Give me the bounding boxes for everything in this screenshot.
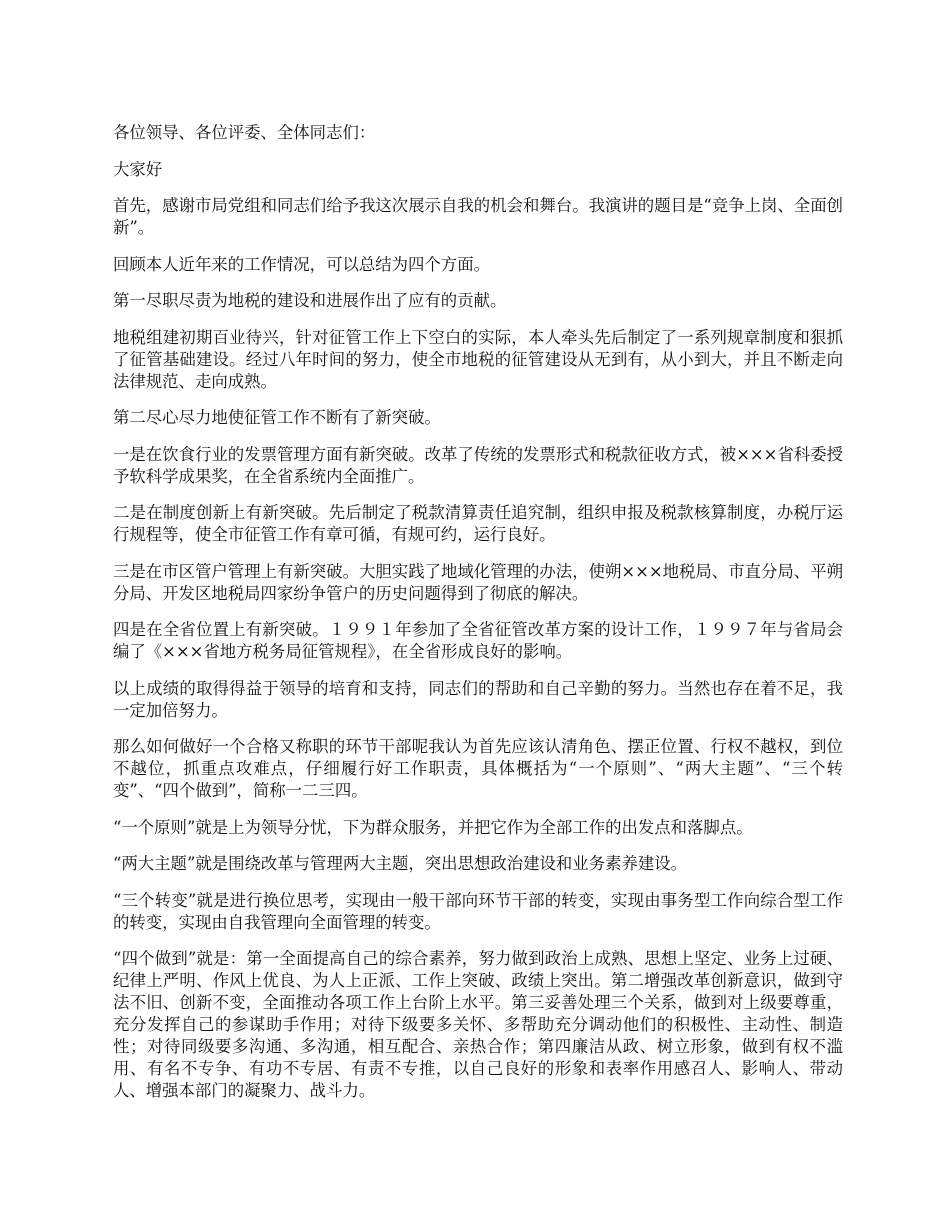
paragraph-four-achievements: “四个做到”就是：第一全面提高自己的综合素养，努力做到政治上成熟、思想上坚定、业务上过硬、纪律上严明、作风上优良、为人上正派、工作上突破、政绩上突出。第二增强改革创新意识，做到守法不旧、创新不变，全面推动各项工作上台阶上水平。第三妥善处理三个关系，做到对上级要尊重，充分发挥自己的参谋助手作用；对待下级要多关怀、多帮助充分调动他们的积极性、主动性、制造性；对待同级要多沟通、多沟通，相互配合、亲热合作；第四廉洁从政、树立形象，做到有权不滥用、有名不专争、有功不专居、有责不专推，以自己良好的形象和表率作用感召人、影响人、带动人、增强本部门的凝聚力、战斗力。 [113, 949, 843, 1100]
paragraph-one-principle: “一个原则”就是上为领导分忧，下为群众服务，并把它作为全部工作的出发点和落脚点。 [113, 817, 753, 837]
document-body [113, 122, 843, 1117]
paragraph-approach: 那么如何做好一个合格又称职的环节干部呢我认为首先应该认清角色、摆正位置、行权不越权，到位不越位，抓重点攻难点，仔细履行好工作职责，具体概括为“一个原则”、“两大主题”、“三个转变”、“四个做到”，简称一二三四。 [113, 737, 843, 800]
paragraph-first-detail: 地税组建初期百业待兴，针对征管工作上下空白的实际，本人牵头先后制定了一系列规章制度和狠抓了征管基础建设。经过八年时间的努力，使全市地税的征管建设从无到有，从小到大，并且不断走向法律规范、走向成熟。 [113, 327, 843, 391]
paragraph-three-changes: “三个转变”就是进行换位思考，实现由一般干部向环节干部的转变，实现由事务型工作向综合型工作的转变，实现由自我管理向全面管理的转变。 [113, 890, 843, 932]
paragraph-first-point: 第一尽职尽责为地税的建设和进展作出了应有的贡献。 [113, 291, 507, 310]
greeting: 大家好 [113, 159, 163, 179]
paragraph-second-point: 第二尽心尽力地使征管工作不断有了新突破。 [113, 408, 441, 427]
paragraph-breakthrough-3: 三是在市区管户管理上有新突破。大胆实践了地域化管理的办法，使朔×××地税局、市直分局、平朔分局、开发区地税局四家纷争管户的历史问题得到了彻底的解决。 [113, 561, 843, 603]
paragraph-summary: 以上成绩的取得得益于领导的培育和支持，同志们的帮助和自己辛勤的努力。当然也存在着不足，我一定加倍努力。 [113, 678, 843, 720]
paragraph-breakthrough-2: 二是在制度创新上有新突破。先后制定了税款清算责任追究制，组织申报及税款核算制度，办税厅运行规程等，使全市征管工作有章可循，有规可约，运行良好。 [113, 503, 843, 544]
paragraph-two-themes: “两大主题”就是围绕改革与管理两大主题，突出思想政治建设和业务素养建设。 [113, 854, 688, 873]
paragraph-breakthrough-1: 一是在饮食行业的发票管理方面有新突破。改革了传统的发票形式和税款征收方式，被×××省科委授予软科学成果奖，在全省系统内全面推广。 [113, 444, 843, 486]
paragraph-review: 回顾本人近年来的工作情况，可以总结为四个方面。 [113, 254, 490, 274]
paragraph-breakthrough-4: 四是在全省位置上有新突破。１９９１年参加了全省征管改革方案的设计工作，１９９７年与省局会编了《×××省地方税务局征管规程》，在全省形成良好的影响。 [113, 620, 843, 661]
paragraph-intro: 首先，感谢市局党组和同志们给予我这次展示自我的机会和舞台。我演讲的题目是“竞争上岗、全面创新”。 [113, 196, 843, 237]
salutation: 各位领导、各位评委、全体同志们： [113, 123, 376, 142]
